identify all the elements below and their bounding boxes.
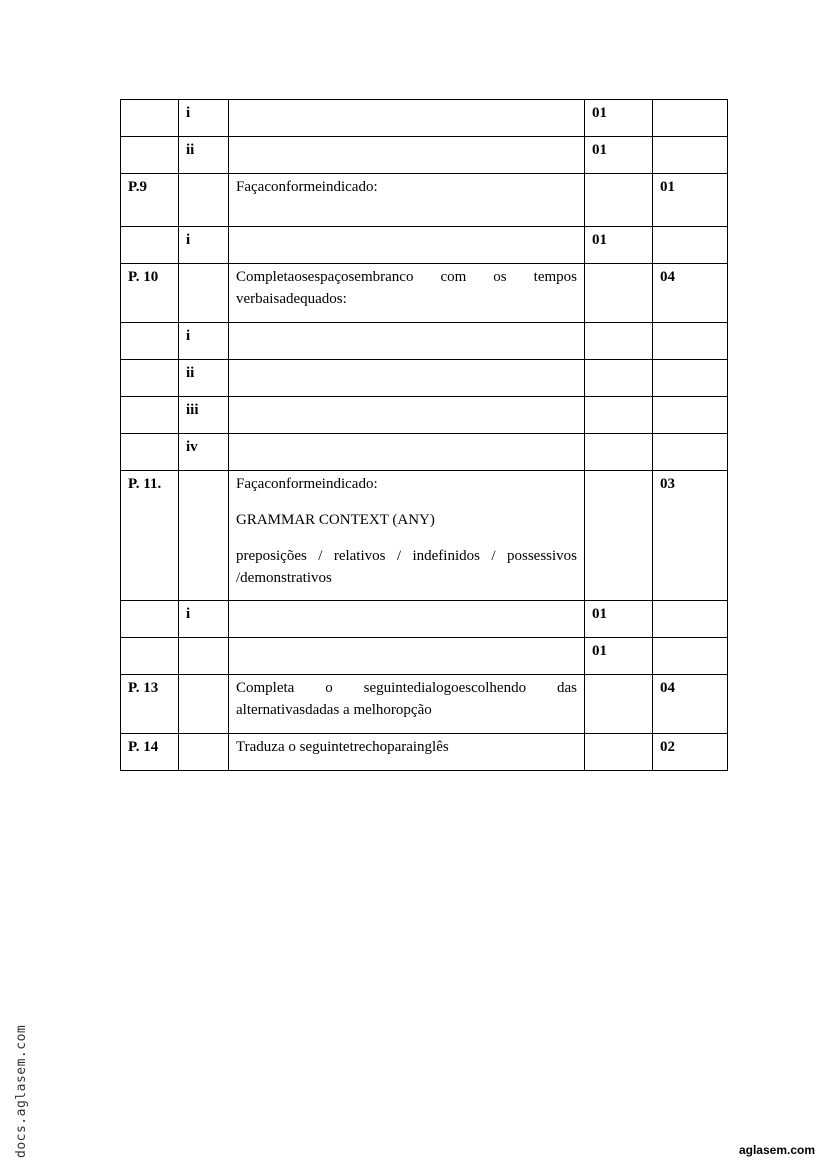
table-row (121, 397, 728, 434)
question-number-cell (121, 638, 179, 675)
question-text-cell (229, 100, 585, 137)
table-row (121, 264, 728, 323)
sub-item-cell: i (179, 323, 229, 360)
sub-item-cell: ii (179, 360, 229, 397)
sub-item-cell (179, 174, 229, 227)
question-number-cell (121, 360, 179, 397)
question-text-cell (229, 471, 585, 601)
sub-marks-cell: 01 (585, 601, 653, 638)
table-row (121, 734, 728, 771)
question-text-cell (229, 601, 585, 638)
table-row (121, 227, 728, 264)
sub-item-cell: iii (179, 397, 229, 434)
question-number-cell (121, 397, 179, 434)
total-marks-cell: 04 (653, 675, 728, 734)
total-marks-cell (653, 638, 728, 675)
question-text-line: GRAMMAR CONTEXT (ANY) (236, 512, 435, 528)
question-number-cell (121, 227, 179, 264)
total-marks-cell (653, 100, 728, 137)
table-row (121, 360, 728, 397)
question-text-cell (229, 360, 585, 397)
sub-marks-cell (585, 734, 653, 771)
total-marks-cell: 03 (653, 471, 728, 601)
total-marks-cell (653, 360, 728, 397)
table-row (121, 323, 728, 360)
sub-item-cell (179, 675, 229, 734)
total-marks-cell: 01 (653, 174, 728, 227)
total-marks-cell (653, 227, 728, 264)
sub-marks-cell (585, 264, 653, 323)
sub-marks-cell: 01 (585, 227, 653, 264)
total-marks-cell: 04 (653, 264, 728, 323)
side-watermark: docs.aglasem.com (14, 1024, 29, 1158)
question-text-cell (229, 137, 585, 174)
table-row (121, 434, 728, 471)
sub-marks-cell: 01 (585, 100, 653, 137)
brand-watermark: aglasem.com (738, 1143, 815, 1157)
sub-item-cell: i (179, 601, 229, 638)
sub-item-cell: i (179, 227, 229, 264)
sub-marks-cell (585, 675, 653, 734)
table-row (121, 601, 728, 638)
sub-marks-cell (585, 323, 653, 360)
questions-table-body (121, 100, 728, 771)
question-number-cell (121, 323, 179, 360)
sub-marks-cell (585, 360, 653, 397)
total-marks-cell (653, 323, 728, 360)
sub-item-cell: i (179, 100, 229, 137)
question-number-cell (121, 100, 179, 137)
question-text-line: Completa o seguintedialogoescolhendo das alternativasdadas a melhoropção (236, 680, 577, 718)
sub-item-cell: iv (179, 434, 229, 471)
sub-marks-cell (585, 434, 653, 471)
questions-table (120, 99, 728, 771)
question-text-line: Completaosespaçosembranco com os tempos verbaisadequados: (236, 269, 577, 307)
sub-marks-cell (585, 174, 653, 227)
question-number-cell (121, 137, 179, 174)
question-text-cell (229, 734, 585, 771)
question-text-cell (229, 638, 585, 675)
question-text-cell (229, 323, 585, 360)
table-row (121, 471, 728, 601)
sub-marks-cell: 01 (585, 137, 653, 174)
sub-item-cell (179, 471, 229, 601)
question-text-line: Traduza o seguintetrechoparainglês (236, 739, 449, 755)
table-row (121, 100, 728, 137)
total-marks-cell: 02 (653, 734, 728, 771)
sub-item-cell (179, 264, 229, 323)
question-text-cell (229, 264, 585, 323)
table-row (121, 137, 728, 174)
sub-item-cell: ii (179, 137, 229, 174)
question-number-cell: P. 13 (121, 675, 179, 734)
question-number-cell: P. 14 (121, 734, 179, 771)
total-marks-cell (653, 397, 728, 434)
question-text-cell (229, 397, 585, 434)
question-number-cell: P. 11. (121, 471, 179, 601)
total-marks-cell (653, 137, 728, 174)
question-text-line: Façaconformeindicado: (236, 179, 378, 195)
question-text-line: Façaconformeindicado: (236, 476, 378, 492)
question-number-cell: P.9 (121, 174, 179, 227)
table-row (121, 675, 728, 734)
sub-marks-cell (585, 397, 653, 434)
table-row (121, 174, 728, 227)
question-text-line: preposições / relativos / indefinidos / possessivos /demonstrativos (236, 548, 577, 586)
sub-item-cell (179, 734, 229, 771)
question-number-cell (121, 434, 179, 471)
question-text-cell (229, 174, 585, 227)
question-number-cell: P. 10 (121, 264, 179, 323)
question-text-cell (229, 227, 585, 264)
sub-marks-cell (585, 471, 653, 601)
table-row (121, 638, 728, 675)
sub-marks-cell: 01 (585, 638, 653, 675)
question-text-cell (229, 434, 585, 471)
total-marks-cell (653, 434, 728, 471)
question-number-cell (121, 601, 179, 638)
total-marks-cell (653, 601, 728, 638)
sub-item-cell (179, 638, 229, 675)
question-text-cell (229, 675, 585, 734)
